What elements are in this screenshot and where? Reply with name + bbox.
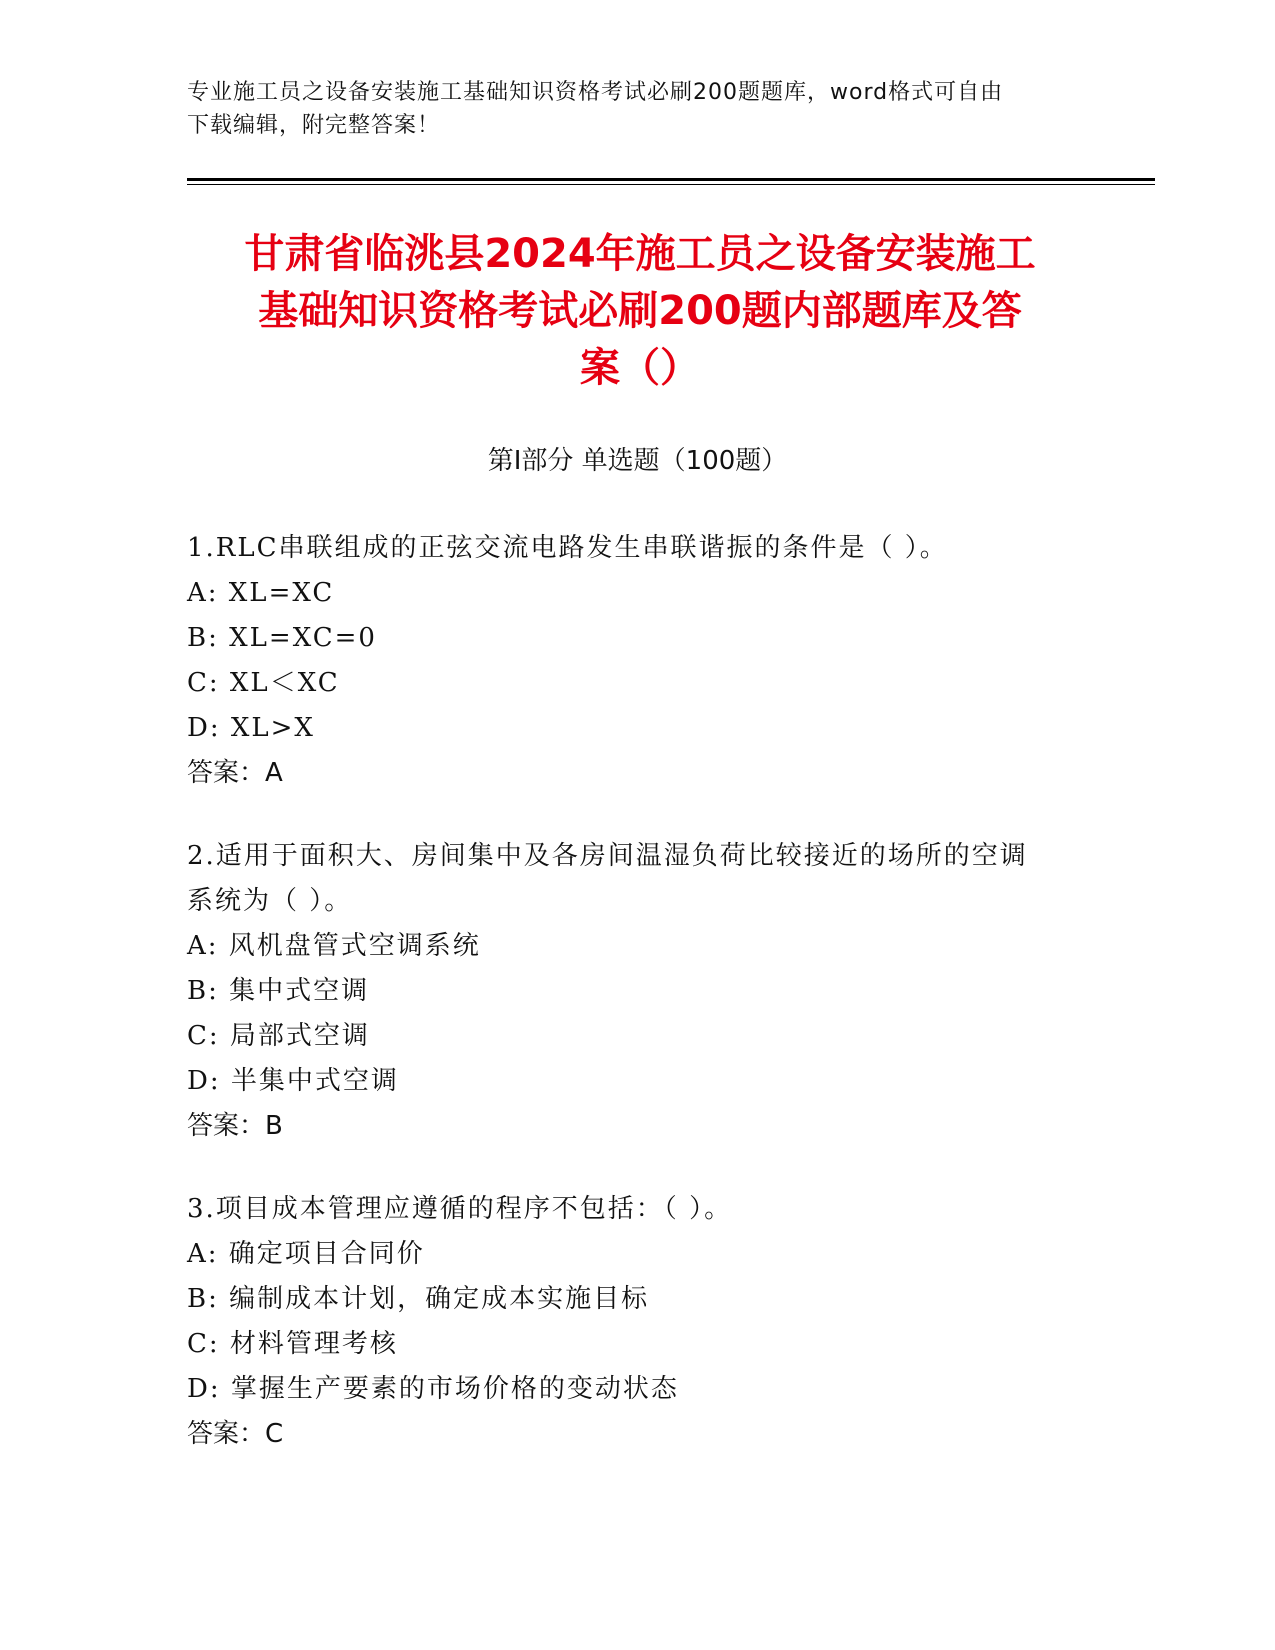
option-c: C: XL＜XC <box>187 668 340 698</box>
option-a: A: 确定项目合同价 <box>187 1239 425 1269</box>
option-d: D: 半集中式空调 <box>187 1066 399 1096</box>
document-title-line: 案（） <box>580 345 700 391</box>
header-divider-thin <box>187 184 1155 185</box>
option-a: A: XL=XC <box>187 578 335 608</box>
document-title-line: 甘肃省临洮县2024年施工员之设备安装施工 <box>244 231 1036 277</box>
section-title: 第Ⅰ部分 单选题（100题） <box>487 446 788 476</box>
option-d: D: XL>X <box>187 713 315 743</box>
option-b: B: 编制成本计划，确定成本实施目标 <box>187 1284 650 1314</box>
question-stem: 3.项目成本管理应遵循的程序不包括：（ ）。 <box>187 1194 733 1224</box>
header-note-line: 专业施工员之设备安装施工基础知识资格考试必刷200题题库，word格式可自由 <box>187 80 1004 105</box>
question-stem-continued: 系统为（ ）。 <box>187 886 353 916</box>
header-note <box>187 76 1067 142</box>
question-stem: 1.RLC串联组成的正弦交流电路发生串联谐振的条件是（ ）。 <box>187 533 948 563</box>
document-title <box>180 226 1100 397</box>
question-item <box>187 526 1067 796</box>
answer: 答案：A <box>187 758 283 788</box>
question-stem: 2.适用于面积大、房间集中及各房间温湿负荷比较接近的场所的空调 <box>187 841 1028 871</box>
document-title-line: 基础知识资格考试必刷200题内部题库及答 <box>258 288 1022 334</box>
option-b: B: 集中式空调 <box>187 976 370 1006</box>
header-note-line: 下载编辑，附完整答案！ <box>187 113 441 138</box>
question-list <box>187 526 1067 1495</box>
header-divider-thick <box>187 178 1155 181</box>
question-item <box>187 1187 1067 1457</box>
answer: 答案：B <box>187 1111 283 1141</box>
option-d: D: 掌握生产要素的市场价格的变动状态 <box>187 1374 679 1404</box>
option-a: A: 风机盘管式空调系统 <box>187 931 481 961</box>
option-c: C: 材料管理考核 <box>187 1329 398 1359</box>
question-item <box>187 834 1067 1149</box>
answer: 答案：C <box>187 1419 284 1449</box>
option-b: B: XL=XC=0 <box>187 623 377 653</box>
option-c: C: 局部式空调 <box>187 1021 370 1051</box>
